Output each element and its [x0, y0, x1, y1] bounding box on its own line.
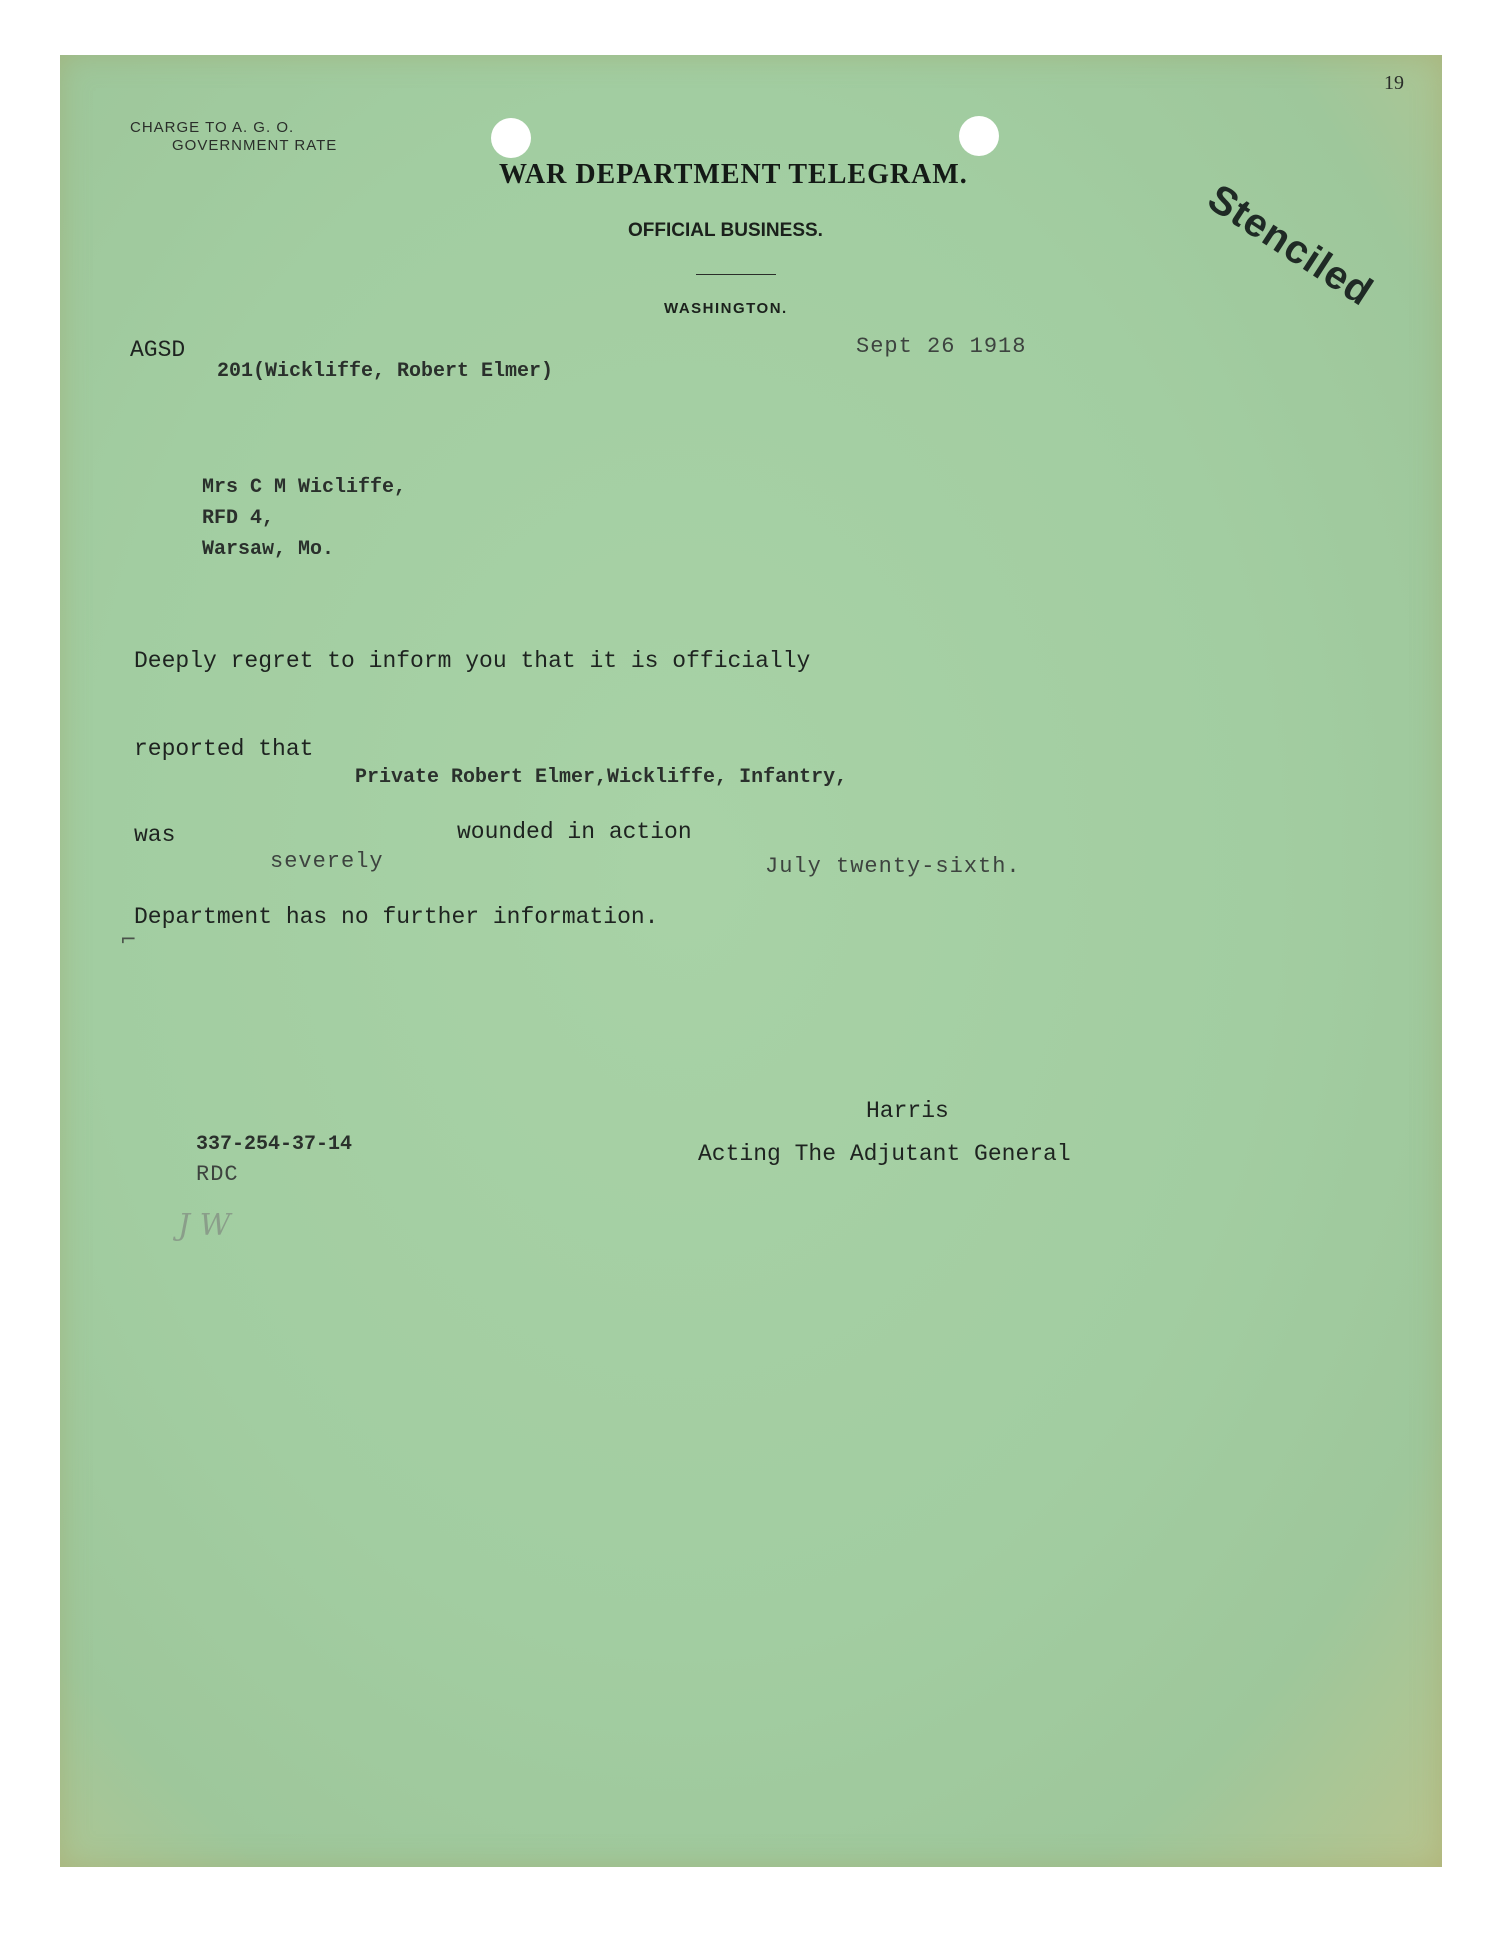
page-number: 19: [1384, 72, 1404, 94]
message-was: was: [134, 822, 176, 848]
signer-name: Harris: [866, 1098, 949, 1124]
place-label: WASHINGTON.: [664, 300, 788, 317]
casualty-date: July twenty-sixth.: [765, 854, 1021, 879]
official-business-label: OFFICIAL BUSINESS.: [628, 220, 823, 241]
telegram-date: Sept 26 1918: [856, 334, 1027, 359]
clerk-initials: RDC: [196, 1162, 239, 1187]
charge-line-2: GOVERNMENT RATE: [172, 137, 338, 154]
signer-title: Acting The Adjutant General: [698, 1141, 1071, 1167]
addressee-city: Warsaw, Mo.: [202, 538, 335, 561]
stenciled-stamp: Stenciled: [1200, 176, 1381, 315]
message-line-2: reported that: [134, 736, 314, 762]
addressee-route: RFD 4,: [202, 507, 275, 530]
file-reference: 201(Wickliffe, Robert Elmer): [217, 360, 554, 383]
pencil-initials: J W: [178, 1208, 231, 1243]
margin-mark: ⌐: [120, 927, 137, 951]
message-line-1: Deeply regret to inform you that it is officially: [134, 648, 811, 674]
message-closing: Department has no further information.: [134, 904, 659, 930]
title-divider: [696, 274, 776, 275]
casualty-status: wounded in action: [457, 819, 692, 845]
punch-hole-right: [959, 116, 999, 156]
addressee-name: Mrs C M Wicliffe,: [202, 476, 407, 499]
office-code: AGSD: [130, 337, 186, 363]
casualty-degree: severely: [270, 849, 384, 874]
telegram-sheet: [60, 55, 1442, 1867]
soldier-name: Private Robert Elmer,Wickliffe, Infantry,: [355, 766, 848, 789]
reference-code: 337-254-37-14: [196, 1133, 353, 1156]
document-title: WAR DEPARTMENT TELEGRAM.: [499, 159, 968, 190]
charge-line-1: CHARGE TO A. G. O.: [130, 119, 295, 136]
punch-hole-left: [491, 118, 531, 158]
